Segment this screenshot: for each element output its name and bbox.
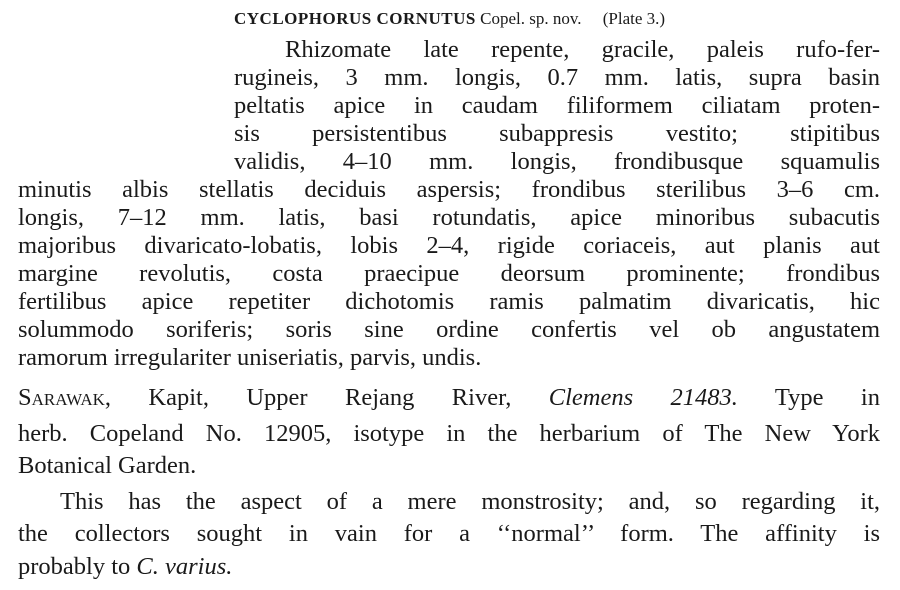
description-line: Rhizomate late repente, gracile, paleis rufo-fer-: [285, 36, 880, 63]
locality-line: Botanical Garden.: [18, 452, 197, 479]
species-heading: [234, 8, 665, 30]
locality-line: herb. Copeland No. 12905, isotype in the herbarium of The New York: [18, 420, 880, 447]
remark-line: This has the aspect of a mere monstrosity; and, so regarding it,: [60, 488, 880, 515]
description-line: majoribus divaricato-lobatis, lobis 2–4, rigide coriaceis, aut planis aut: [18, 232, 880, 259]
description-line: validis, 4–10 mm. longis, frondibusque squamulis: [234, 148, 880, 175]
description-line: ramorum irregulariter uniseriatis, parvis, undis.: [18, 344, 482, 371]
description-line: rugineis, 3 mm. longis, 0.7 mm. latis, supra basin: [234, 64, 880, 91]
locality-line: [18, 384, 880, 412]
species-author: Copel. sp. nov.: [480, 9, 582, 28]
remark-line: the collectors sought in vain for a ‘‘normal’’ form. The affinity is: [18, 520, 880, 547]
description-line: longis, 7–12 mm. latis, basi rotundatis, apice minoribus subacutis: [18, 204, 880, 231]
type-text: Type in: [737, 384, 880, 411]
description-line: minutis albis stellatis deciduis aspersis; frondibus sterilibus 3–6 cm.: [18, 176, 880, 203]
related-species: C. varius.: [136, 553, 233, 580]
remark-line: [18, 553, 232, 581]
description-line: margine revolutis, costa praecipue deorsum prominente; frondibus: [18, 260, 880, 287]
locality-region: Sarawak: [18, 384, 105, 411]
description-line: fertilibus apice repetiter dichotomis ramis palmatim divaricatis, hic: [18, 288, 880, 315]
description-line: peltatis apice in caudam filiformem ciliatam proten-: [234, 92, 880, 119]
plate-reference: (Plate 3.): [602, 9, 666, 28]
remark-prefix: probably to: [18, 553, 137, 580]
species-name: CYCLOPHORUS CORNUTUS: [234, 9, 476, 28]
description-line: solummodo soriferis; soris sine ordine confertis vel ob angustatem: [18, 316, 880, 343]
description-line: sis persistentibus subappresis vestito; stipitibus: [234, 120, 880, 147]
collector-number: Clemens 21483.: [548, 384, 738, 411]
locality-place: , Kapit, Upper Rejang River,: [104, 384, 512, 411]
